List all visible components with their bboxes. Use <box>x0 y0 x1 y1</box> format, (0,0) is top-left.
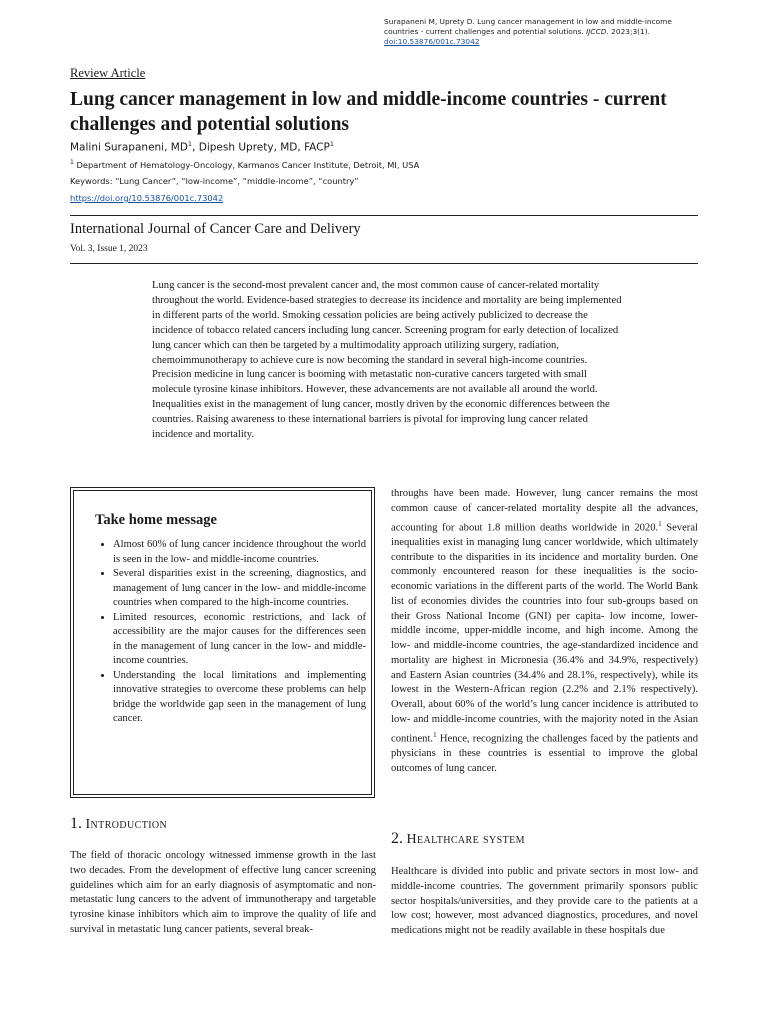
section-number: 1. <box>70 815 82 832</box>
paragraph-text: throughs have been made. However, lung cancer remains the most common cause of cancer-related mortality despite all the advances, accounting for about 1.8 million deaths worldwide in 2020. <box>391 488 698 534</box>
section-number: 2. <box>391 830 403 847</box>
keywords: Keywords: “Lung Cancer”, “low-income”, “middle-income”, “country” <box>70 176 359 186</box>
journal-name: International Journal of Cancer Care and Delivery <box>70 221 361 237</box>
author-name: Dipesh Uprety, MD, FACP <box>198 141 330 154</box>
article-title: Lung cancer management in low and middle-income countries - current challenges and potential solutions <box>70 89 667 135</box>
introduction-paragraph: The field of thoracic oncology witnessed immense growth in the last two decades. From the development of effective lung cancer screening guidelines which aim for an early diagnosis of asymptomatic and non-metastatic lung cancers to the advent of immunotherapy and targetable tyrosine kinase inhibitors which aim to improve the quality of life and survival in metastatic lung cancer patients, several break- <box>70 850 376 935</box>
healthcare-paragraph: Healthcare is divided into public and private sectors in most low- and middle-income countries. The government primarily sponsors public sector hospitals/universities, and they provide care to the patients at a low cost; however, most advanced diagnostics, procedures, and novel medications might not be readily available in these hospitals due <box>391 866 698 936</box>
take-home-item: • Limited resources, economic restrictions, and lack of accessibility are the major causes for the differences seen in the management of lung cancer in the low- and middle-income countries. <box>113 611 366 669</box>
divider <box>70 263 698 264</box>
take-home-title: Take home message <box>95 512 217 528</box>
divider <box>70 215 698 216</box>
author-affiliation-marker: 1 <box>187 140 193 148</box>
citation-journal: IJCCD. <box>586 27 609 36</box>
citation-doi-link[interactable]: doi:10.53876/001c.73042 <box>384 37 480 46</box>
author-name: Malini Surapaneni, MD <box>70 141 188 154</box>
reference-marker[interactable]: 1 <box>658 519 662 528</box>
citation-header <box>384 17 684 47</box>
affiliation <box>70 159 419 170</box>
author-affiliation-marker: 1 <box>329 140 334 148</box>
take-home-item: • Understanding the local limitations and implementing innovative strategies to overcome these problems can help bridge the worldwide gap seen in the management of lung cancer. <box>113 669 366 727</box>
author-list: Malini Surapaneni, $MD^1$, Dipesh Uprety, MD, FACP$^1$ <box>70 140 334 154</box>
section-heading-introduction <box>70 815 167 833</box>
take-home-box <box>70 487 375 798</box>
citation-year-issue: 2023;3(1). <box>611 27 650 36</box>
take-home-item: • Several disparities exist in the screening, diagnostics, and management of lung cancer in the low- and middle-income countries when compared to the high-income countries. <box>113 567 366 611</box>
section-title: Healthcare system <box>406 832 525 847</box>
section-title: Introduction <box>85 817 168 832</box>
affiliation-marker: 1 <box>70 159 74 166</box>
abstract: Lung cancer is the second-most prevalent cancer and, the most common cause of cancer-related mortality throughout the world. Evidence-based strategies to decrease its incidence and mortality are being implemented in different parts of the world. Smoking cessation policies are being actively publicized to decrease the incidence of tobacco related cancers including lung cancer. Screening program for early detection of localized lung cancer which can then be targeted by a multimodality approach utilizing surgery, radiation, chemoimmunotherapy to achieve cure is now becoming the standard in several high-income countries. Precision medicine in lung cancer is booming with metastatic non-curative cancers targeted with small molecule tyrosine kinase inhibitors. However, these advancements are not available all around the world. Inequalities exist in the management of lung cancer, mostly driven by the economic differences between the countries. Raising awareness to these international barriers is pivotal for improving lung cancer related incidence and mortality. <box>152 280 622 441</box>
right-column-body-healthcare <box>391 865 698 939</box>
journal-volume: Vol. 3, Issue 1, 2023 <box>70 244 148 254</box>
article-type: Review Article <box>70 66 146 80</box>
section-heading-healthcare-system <box>391 830 525 848</box>
introduction-paragraph-continued <box>391 487 698 776</box>
affiliation-text: Department of Hematology-Oncology, Karmanos Cancer Institute, Detroit, MI, USA <box>76 159 420 170</box>
reference-marker[interactable]: 1 <box>433 730 437 739</box>
doi-link[interactable]: https://doi.org/10.53876/001c.73042 <box>70 193 224 203</box>
take-home-list <box>97 538 366 727</box>
citation-text: Surapaneni M, Uprety D. Lung cancer management in low and middle-income countries - current challenges and potential solutions. <box>384 17 672 36</box>
paragraph-text: Several inequalities exist in managing lung cancer worldwide, which ultimately contribute to the disparities in its incidence and mortality burden. One commonly encountered reason for these inequalities is the socio-economic variations in the different parts of the world. The World Bank list of economies divides the countries into four sub-groups based on their Gross National Income (GNI) per capita- low income, lower-middle income, upper-middle income, and high income. Among the low- and middle-income countries, the age-standardized incidence and mortality are highest in Micronesia (36.4% and 34.9%, respectively) and Eastern Asian countries (34.4% and 28.1%, respectively), while its lowest in the Western-African region (2.2% and 2.1% respectively). Overall, about 60% of the world’s lung cancer incidence is attributed to low- and middle-income countries, with the majority noted in the Asian continent. <box>391 522 698 745</box>
left-column-body <box>70 849 376 938</box>
right-column-body <box>391 487 698 776</box>
paragraph-text: Hence, recognizing the challenges faced by the patients and physicians in these countries is essential to improve the global outcomes of lung cancer. <box>391 733 698 774</box>
take-home-item: • Almost 60% of lung cancer incidence throughout the world is seen in the low- and middle-income countries. <box>113 538 366 567</box>
